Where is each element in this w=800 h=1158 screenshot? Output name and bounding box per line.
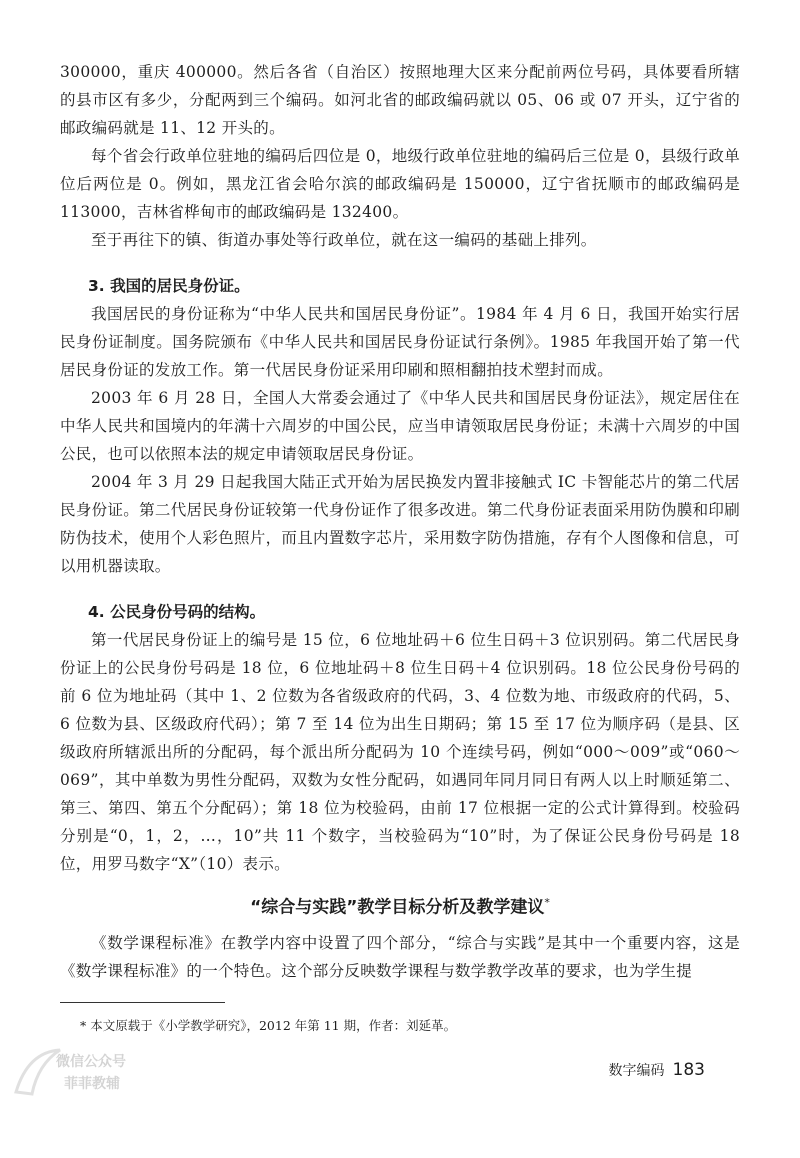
footnote: * 本文原载于《小学教学研究》，2012 年第 11 期，作者：刘延革。 [80, 1018, 457, 1033]
article-title-text: “综合与实践”教学目标分析及教学建议 [250, 897, 545, 918]
watermark-line-2: 菲菲教辅 [64, 1076, 120, 1092]
paragraph-id-history: 我国居民的身份证称为“中华人民共和国居民身份证”。1984 年 4 月 6 日，我国开始实行居民身份证制度。国务院颁布《中华人民共和国居民身份证试行条例》。1985 年我国开始了第一代居民身份证的发放工作。第一代居民身份证采用印刷和照相翻拍技术塑封而成。 [60, 305, 740, 379]
article-title [60, 888, 740, 923]
section-4-heading: 4. 公民身份号码的结构。 [88, 603, 266, 621]
watermark [8, 1038, 158, 1110]
paragraph-article-intro: 《数学课程标准》在教学内容中设置了四个部分，“综合与实践”是其中一个重要内容，这是《数学课程标准》的一个特色。这个部分反映数学课程与数学教学改革的要求，也为学生提 [60, 933, 740, 980]
footnote-divider [60, 1002, 225, 1003]
page-body [60, 58, 740, 985]
paragraph-id-structure: 第一代居民身份证上的编号是 15 位，6 位地址码＋6 位生日码＋3 位识别码。第二代居民身份证上的公民身份号码是 18 位，6 位地址码＋8 位生日码＋4 位识别码。18 位公民身份号码的前 6 位为地址码（其中 1、2 位数为各省级政府的代码，3、4 位数为地、市级政府的代码，5、6 位数为县、区级政府代码）；第 7 至 14 位为出生日期码；第 15 至 17 位为顺序码（是县、区级政府所辖派出所的分配码，每个派出所分配码为 10 个连续号码，例如“000～009”或“060～069”，其中单数为男性分配码，双数为女性分配码，如遇同年同月同日有两人以上时顺延第二、第三、第四、第五个分配码）；第 18 位为校验码，由前 17 位根据一定的公式计算得到。校验码分别是“0，1，2，…，10”共 11 个数字，当校验码为“10”时，为了保证公民身份号码是 18 位，用罗马数字“X”（10）表示。 [60, 631, 740, 873]
paragraph-id-second-gen: 2004 年 3 月 29 日起我国大陆正式开始为居民换发内置非接触式 IC 卡智能芯片的第二代居民身份证。第二代居民身份证较第一代身份证作了很多改进。第二代身份证表面采用防伪膜和印刷防伪技术，使用个人彩色照片，而且内置数字芯片，采用数字防伪措施，存有个人图像和信息，可以用机器读取。 [60, 473, 740, 575]
paragraph-postcode-zeros: 每个省会行政单位驻地的编码后四位是 0，地级行政单位驻地的编码后三位是 0，县级行政单位后两位是 0。例如，黑龙江省会哈尔滨的邮政编码是 150000，辽宁省抚顺市的邮政编码是 113000，吉林省桦甸市的邮政编码是 132400。 [60, 147, 740, 221]
page-footer [609, 1060, 705, 1081]
article-title-footnote-mark: * [544, 896, 550, 909]
watermark-line-1: 微信公众号 [56, 1054, 126, 1070]
footer-section-name: 数字编码 [608, 1063, 665, 1079]
paragraph-id-law: 2003 年 6 月 28 日，全国人大常委会通过了《中华人民共和国居民身份证法》，规定居住在中华人民共和国境内的年满十六周岁的中国公民，应当申请领取居民身份证；未满十六周岁的中国公民，也可以依照本法的规定申请领取居民身份证。 [60, 389, 740, 463]
page-number: 183 [672, 1060, 705, 1080]
paragraph-postcode-lower: 至于再往下的镇、街道办事处等行政单位，就在这一编码的基础上排列。 [91, 231, 597, 249]
section-3-heading: 3. 我国的居民身份证。 [88, 277, 250, 295]
paragraph-postcode-regions: 300000，重庆 400000。然后各省（自治区）按照地理大区来分配前两位号码，具体要看所辖的县市区有多少，分配两到三个编码。如河北省的邮政编码就以 05、06 或 07 开头，辽宁省的邮政编码就是 11、12 开头的。 [60, 63, 740, 137]
watermark-swoosh-icon [8, 1042, 68, 1102]
